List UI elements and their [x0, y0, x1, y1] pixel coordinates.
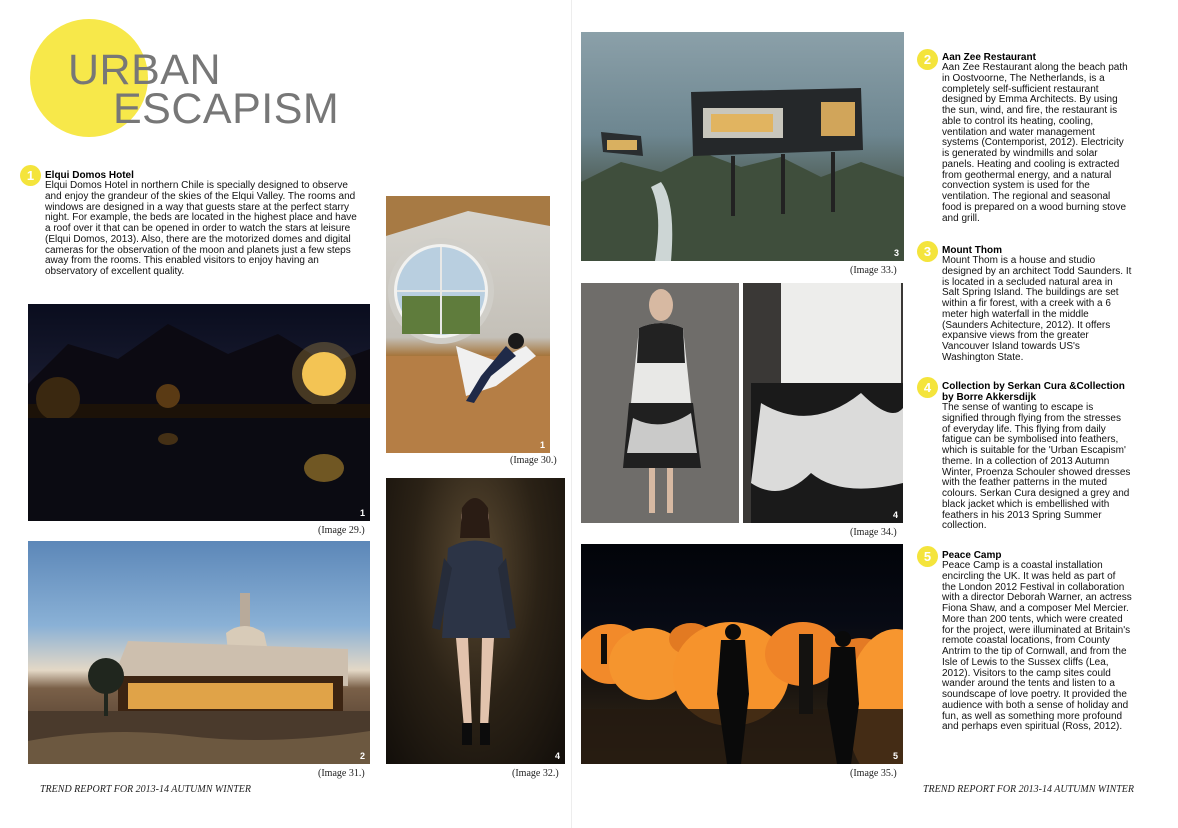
image-mount-thom-house — [581, 32, 904, 261]
caption-image-34: (Image 34.) — [850, 527, 897, 538]
footer-right: TREND REPORT FOR 2013-14 AUTUMN WINTER — [923, 784, 1135, 795]
page-title-line2: ESCAPISM — [113, 85, 340, 133]
section-body-peace-camp: Peace Camp is a coastal installation encircling the UK. It was held as part of the London 2012 Festival in collaboration with a director Deborah Warner, an actress Fiona Shaw, and a composer Mel Mercier. More than 200 tents, which were created for the project, were illuminated at Britain's remote coastal locations, from County Antrim to the tip of Cornwall, and from the Isle of Lewis to the Sussex cliffs (Lea, 2012). Visitors to the camp sites could wander around the tents and listen to a soundscape of love poetry. It provided the audience with both a sense of holiday and fun, as well as something more profound and perhaps even spiritual (Ross, 2012). — [942, 560, 1132, 733]
section-heading-peace-camp: Peace Camp — [942, 550, 1002, 561]
image-dome-interior — [386, 196, 550, 453]
image-number-badge: 1 — [539, 440, 545, 450]
section-heading-mount-thom: Mount Thom — [942, 245, 1002, 256]
section-heading-aan-zee: Aan Zee Restaurant — [942, 52, 1036, 63]
section-number-4: 4 — [917, 377, 938, 398]
caption-image-30: (Image 30.) — [510, 455, 557, 466]
caption-image-29: (Image 29.) — [318, 525, 365, 536]
caption-image-31: (Image 31.) — [318, 768, 365, 779]
image-number-badge: 4 — [892, 510, 898, 520]
image-number-badge: 1 — [359, 508, 365, 518]
section-number-1: 1 — [20, 165, 41, 186]
section-body-elqui-domos: Elqui Domos Hotel in northern Chile is specially designed to observe and enjoy the grandeur of the skies of the Elqui Valley. The rooms and windows are designed in a way that guests stare at the perfect starry night. For example, the beds are located in the highest place and have a roof over it that can be opened in order to watch the stars at leisure (Elqui Domos, 2013). Also, there are the motorized domes and digital cameras for the observation of the moon and planets just a few steps away from the rooms. This enabled visitors to enjoy having an observatory of excellent quality. — [45, 180, 357, 277]
section-body-mount-thom: Mount Thom is a house and studio designed by an architect Todd Saunders. It is located in a secluded natural area in Salt Spring Island. The buildings are set within a fir forest, with a creek with a 6 meter high waterfall in the middle (Saunders Achitecture, 2012). It offers expansive views from the greater Vancouver Island towards US's Washington State. — [942, 255, 1132, 363]
footer-left: TREND REPORT FOR 2013-14 AUTUMN WINTER — [40, 784, 252, 795]
caption-image-33: (Image 33.) — [850, 265, 897, 276]
section-number-2: 2 — [917, 49, 938, 70]
image-number-badge: 5 — [892, 751, 898, 761]
section-number-3: 3 — [917, 241, 938, 262]
section-heading-elqui-domos: Elqui Domos Hotel — [45, 170, 134, 181]
caption-image-32: (Image 32.) — [512, 768, 559, 779]
section-body-aan-zee: Aan Zee Restaurant along the beach path in Oostvoorne, The Netherlands, is a completely self-sufficient restaurant designed by Emma Architects. By using the sun, wind, and fire, the restaurant is able to control its heating, cooling, ventilation and water management systems (Contemporist, 2012). Electricity is generated by windmills and solar panels. Heating and cooling is extracted from geothermal energy, and a natural convection system is used for the ventilation. The regional and seasonal food is prepared on a wood burning stove and grill. — [942, 62, 1128, 224]
image-elqui-domos-night — [28, 304, 370, 521]
image-number-badge: 2 — [359, 751, 365, 761]
section-heading-collection: Collection by Serkan Cura &Collection by Borre Akkersdijk — [942, 381, 1125, 403]
image-feather-skirts — [581, 283, 903, 523]
caption-image-35: (Image 35.) — [850, 768, 897, 779]
image-aan-zee-restaurant — [28, 541, 370, 764]
image-feather-jacket-runway — [386, 478, 565, 764]
page-divider — [571, 0, 572, 828]
image-number-badge: 4 — [554, 751, 560, 761]
image-peace-camp-tents — [581, 544, 903, 764]
section-body-collection: The sense of wanting to escape is signified through flying from the stresses of everyday life. This flying from daily fatigue can be symbolised into feathers, which is suitable for the 'Urban Escapism' theme. In a collection of 2013 Autumn Winter, Proenza Schouler showed dresses with the feather patterns in the muted colours. Serkan Cura designed a grey and black jacket which is embellished with feathers in his 2013 Spring Summer collection. — [942, 402, 1131, 532]
image-number-badge: 3 — [893, 248, 899, 258]
section-number-5: 5 — [917, 546, 938, 567]
page-title-line1: URBAN — [68, 46, 222, 94]
